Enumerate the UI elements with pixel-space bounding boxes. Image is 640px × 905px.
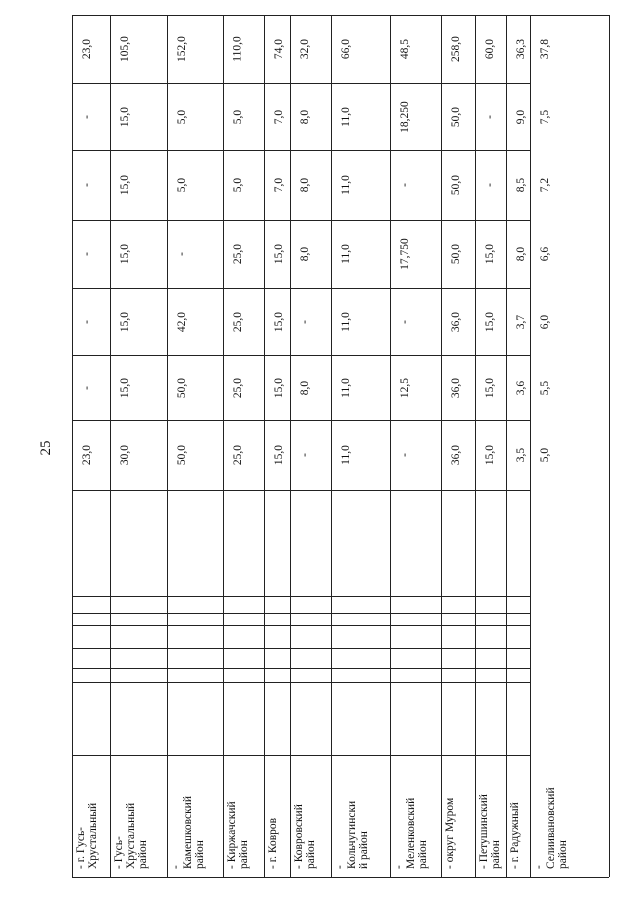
cell-text: - [299, 453, 311, 457]
value-cell [227, 426, 249, 484]
value-cell [534, 226, 556, 282]
cell-text: 8,0 [299, 246, 311, 262]
cell-text: 3,7 [515, 314, 527, 329]
value-cell [534, 294, 556, 349]
row-name [75, 757, 109, 875]
cell-text: - [299, 319, 311, 324]
row-name-text: - Петушинский район [478, 794, 502, 869]
total-cell [268, 21, 290, 77]
value-cell [479, 426, 501, 484]
cell-text: 11,0 [339, 377, 352, 398]
row-name-text: - г. Гусь- Хрустальный [75, 802, 99, 869]
value-cell [394, 294, 416, 349]
cell-text: 5,0 [232, 109, 244, 124]
cell-text: 50,0 [450, 174, 462, 196]
cell-text: 5,5 [539, 380, 551, 395]
cell-text: 25,0 [232, 377, 244, 398]
value-cell [114, 294, 136, 349]
value-cell [227, 361, 249, 414]
value-cell [171, 426, 193, 484]
cell-text: 15,0 [273, 377, 285, 398]
cell-text: - [484, 183, 496, 187]
cell-text: 36,0 [450, 377, 462, 398]
total-cell [171, 21, 193, 77]
value-cell [171, 361, 193, 414]
value-cell [479, 294, 501, 349]
value-cell [445, 156, 467, 214]
value-cell [335, 89, 357, 144]
column-divider [72, 288, 530, 289]
row-name [267, 757, 289, 875]
total-cell [479, 21, 501, 77]
value-cell [510, 89, 532, 144]
value-cell [534, 89, 556, 144]
value-cell [268, 426, 290, 484]
cell-text: 15,0 [273, 444, 285, 466]
cell-text: 7,0 [273, 177, 285, 193]
row-name [393, 757, 440, 875]
column-divider [72, 83, 530, 84]
value-cell [76, 426, 98, 484]
value-cell [479, 89, 501, 144]
value-cell [227, 294, 249, 349]
total-cell [335, 21, 357, 77]
cell-text: 50,0 [450, 106, 462, 127]
value-cell [114, 426, 136, 484]
cell-text: 7,5 [539, 109, 551, 124]
column-divider [72, 755, 530, 756]
value-cell [394, 156, 416, 214]
cell-text: 15,0 [119, 377, 131, 398]
total-cell [534, 21, 556, 77]
row-name [509, 757, 529, 875]
cell-text: 8,0 [299, 109, 311, 124]
row-divider [223, 15, 224, 877]
value-cell [76, 89, 98, 144]
cell-text: 8,5 [515, 177, 527, 193]
column-divider [72, 420, 530, 421]
cell-text: 15,0 [484, 243, 496, 265]
column-divider [72, 596, 530, 597]
row-name [334, 757, 389, 875]
cell-text: - [81, 183, 93, 187]
row-name [444, 757, 474, 875]
value-cell [76, 294, 98, 349]
total-cell [510, 21, 532, 77]
value-cell [268, 361, 290, 414]
value-cell [76, 156, 98, 214]
row-divider [331, 15, 332, 877]
value-cell [445, 294, 467, 349]
cell-text: 32,0 [299, 38, 311, 60]
row-divider [264, 15, 265, 877]
row-name-text: - Камешковский район [170, 796, 206, 869]
row-name-text: - Ковровский район [293, 804, 317, 869]
row-name [113, 757, 166, 875]
cell-text: 8,0 [515, 246, 527, 262]
cell-text: 11,0 [339, 106, 352, 127]
cell-text: 25,0 [232, 243, 244, 265]
cell-text: - [81, 114, 93, 119]
cell-text: 5,0 [176, 177, 188, 193]
table-border [72, 877, 609, 878]
value-cell [114, 361, 136, 414]
cell-text: - [484, 114, 496, 119]
value-cell [114, 156, 136, 214]
value-cell [76, 226, 98, 282]
value-cell [268, 156, 290, 214]
cell-text: 23,0 [81, 444, 93, 466]
cell-text: - [399, 453, 411, 457]
value-cell [510, 361, 532, 414]
cell-text: 8,0 [299, 177, 311, 193]
cell-text: 11,0 [339, 445, 352, 465]
value-cell [534, 156, 556, 214]
value-cell [294, 89, 316, 144]
cell-text: 15,0 [119, 106, 131, 127]
row-divider [475, 15, 476, 877]
value-cell [510, 226, 532, 282]
value-cell [335, 226, 357, 282]
cell-text: 36,0 [450, 311, 462, 332]
value-cell [445, 89, 467, 144]
value-cell [294, 226, 316, 282]
row-name-text: - г. Радужный [509, 802, 521, 869]
cell-text: 50,0 [176, 377, 188, 398]
cell-text: 42,0 [176, 311, 188, 332]
page-number: 25 [38, 440, 54, 456]
total-cell [394, 21, 416, 77]
row-name-text: - Меленковский район [393, 797, 429, 869]
value-cell [171, 89, 193, 144]
value-cell [227, 156, 249, 214]
cell-text: - [399, 183, 411, 187]
value-cell [335, 361, 357, 414]
cell-text: 23,0 [81, 38, 93, 60]
row-name [226, 757, 263, 875]
cell-text: 5,0 [232, 177, 244, 193]
value-cell [510, 426, 532, 484]
column-divider [72, 490, 530, 491]
total-cell [227, 21, 249, 77]
cell-text: 152,0 [176, 36, 188, 62]
total-cell [114, 21, 136, 77]
value-cell [534, 361, 556, 414]
total-cell [445, 21, 467, 77]
value-cell [394, 89, 416, 144]
cell-text: 11,0 [339, 311, 352, 332]
cell-text: 37,8 [539, 38, 551, 60]
value-cell [394, 361, 416, 414]
value-cell [479, 226, 501, 282]
value-cell [445, 226, 467, 282]
column-divider [72, 625, 530, 626]
cell-text: - [81, 319, 93, 324]
value-cell [479, 156, 501, 214]
value-cell [394, 226, 416, 282]
value-cell [268, 226, 290, 282]
column-divider [72, 150, 530, 151]
cell-text: 25,0 [232, 311, 244, 332]
value-cell [227, 226, 249, 282]
cell-text: 11,0 [339, 175, 352, 195]
value-cell [268, 89, 290, 144]
row-name-text: - Гусь- Хрустальный район [113, 802, 149, 869]
row-name [533, 757, 608, 875]
row-name [170, 757, 222, 875]
column-divider [72, 355, 530, 356]
value-cell [445, 361, 467, 414]
column-divider [72, 668, 530, 669]
row-divider [609, 15, 610, 877]
column-divider [72, 682, 530, 683]
cell-text: 5,0 [176, 109, 188, 124]
value-cell [445, 426, 467, 484]
row-divider [110, 15, 111, 877]
total-cell [294, 21, 316, 77]
cell-text: 25,0 [232, 444, 244, 466]
column-divider [72, 648, 530, 649]
row-divider [72, 15, 73, 877]
row-name-text: - Селиивановский район [533, 787, 569, 869]
cell-text: - [176, 252, 188, 256]
value-cell [294, 361, 316, 414]
value-cell [294, 156, 316, 214]
cell-text: 17,750 [399, 238, 411, 270]
value-cell [76, 361, 98, 414]
cell-text: 15,0 [484, 444, 496, 466]
value-cell [510, 156, 532, 214]
value-cell [394, 426, 416, 484]
value-cell [534, 426, 556, 484]
cell-text: 11,0 [339, 244, 352, 264]
row-divider [167, 15, 168, 877]
cell-text: 15,0 [484, 311, 496, 332]
column-divider [72, 613, 530, 614]
cell-text: 15,0 [273, 243, 285, 265]
cell-text: 9,0 [515, 109, 527, 124]
cell-text: 3,6 [515, 380, 527, 395]
cell-text: 48,5 [399, 38, 411, 60]
table-border [72, 15, 609, 16]
value-cell [294, 426, 316, 484]
cell-text: 8,0 [299, 380, 311, 395]
cell-text: 15,0 [119, 311, 131, 332]
value-cell [268, 294, 290, 349]
cell-text: 66,0 [340, 38, 352, 60]
row-name-text: - округ Муром [444, 797, 456, 869]
value-cell [510, 294, 532, 349]
cell-text: - [399, 319, 411, 324]
value-cell [171, 226, 193, 282]
value-cell [171, 156, 193, 214]
cell-text: 30,0 [119, 444, 131, 466]
column-divider [72, 220, 530, 221]
value-cell [479, 361, 501, 414]
cell-text: 74,0 [273, 38, 285, 60]
row-name [478, 757, 505, 875]
cell-text: 18,250 [399, 100, 411, 133]
value-cell [335, 156, 357, 214]
cell-text: 6,6 [539, 246, 551, 262]
cell-text: 50,0 [450, 243, 462, 265]
row-divider [441, 15, 442, 877]
total-cell [76, 21, 98, 77]
cell-text: 7,0 [273, 109, 285, 124]
cell-text: 5,0 [539, 447, 551, 463]
value-cell [227, 89, 249, 144]
cell-text: 15,0 [484, 377, 496, 398]
row-divider [506, 15, 507, 877]
cell-text: - [81, 252, 93, 256]
row-name [293, 757, 330, 875]
value-cell [114, 89, 136, 144]
row-name-text: - Кольчугински й район [334, 800, 370, 869]
row-divider [290, 15, 291, 877]
cell-text: 110,0 [232, 36, 245, 62]
cell-text: - [81, 385, 93, 390]
cell-text: 105,0 [119, 36, 131, 62]
cell-text: 60,0 [484, 38, 496, 60]
cell-text: 15,0 [119, 243, 131, 265]
value-cell [294, 294, 316, 349]
cell-text: 36,0 [450, 444, 462, 466]
cell-text: 6,0 [539, 314, 551, 329]
cell-text: 7,2 [539, 177, 551, 193]
cell-text: 12,5 [399, 377, 411, 398]
row-name-text: - Киржачский район [226, 801, 250, 869]
cell-text: 50,0 [176, 444, 188, 466]
value-cell [171, 294, 193, 349]
cell-text: 15,0 [273, 311, 285, 332]
row-name-text: - г. Ковров [267, 817, 279, 869]
cell-text: 3,5 [515, 447, 527, 463]
value-cell [335, 426, 357, 484]
value-cell [335, 294, 357, 349]
cell-text: 15,0 [119, 174, 131, 196]
cell-text: 258,0 [450, 36, 462, 62]
row-divider [390, 15, 391, 877]
value-cell [114, 226, 136, 282]
cell-text: 36,3 [515, 38, 527, 60]
